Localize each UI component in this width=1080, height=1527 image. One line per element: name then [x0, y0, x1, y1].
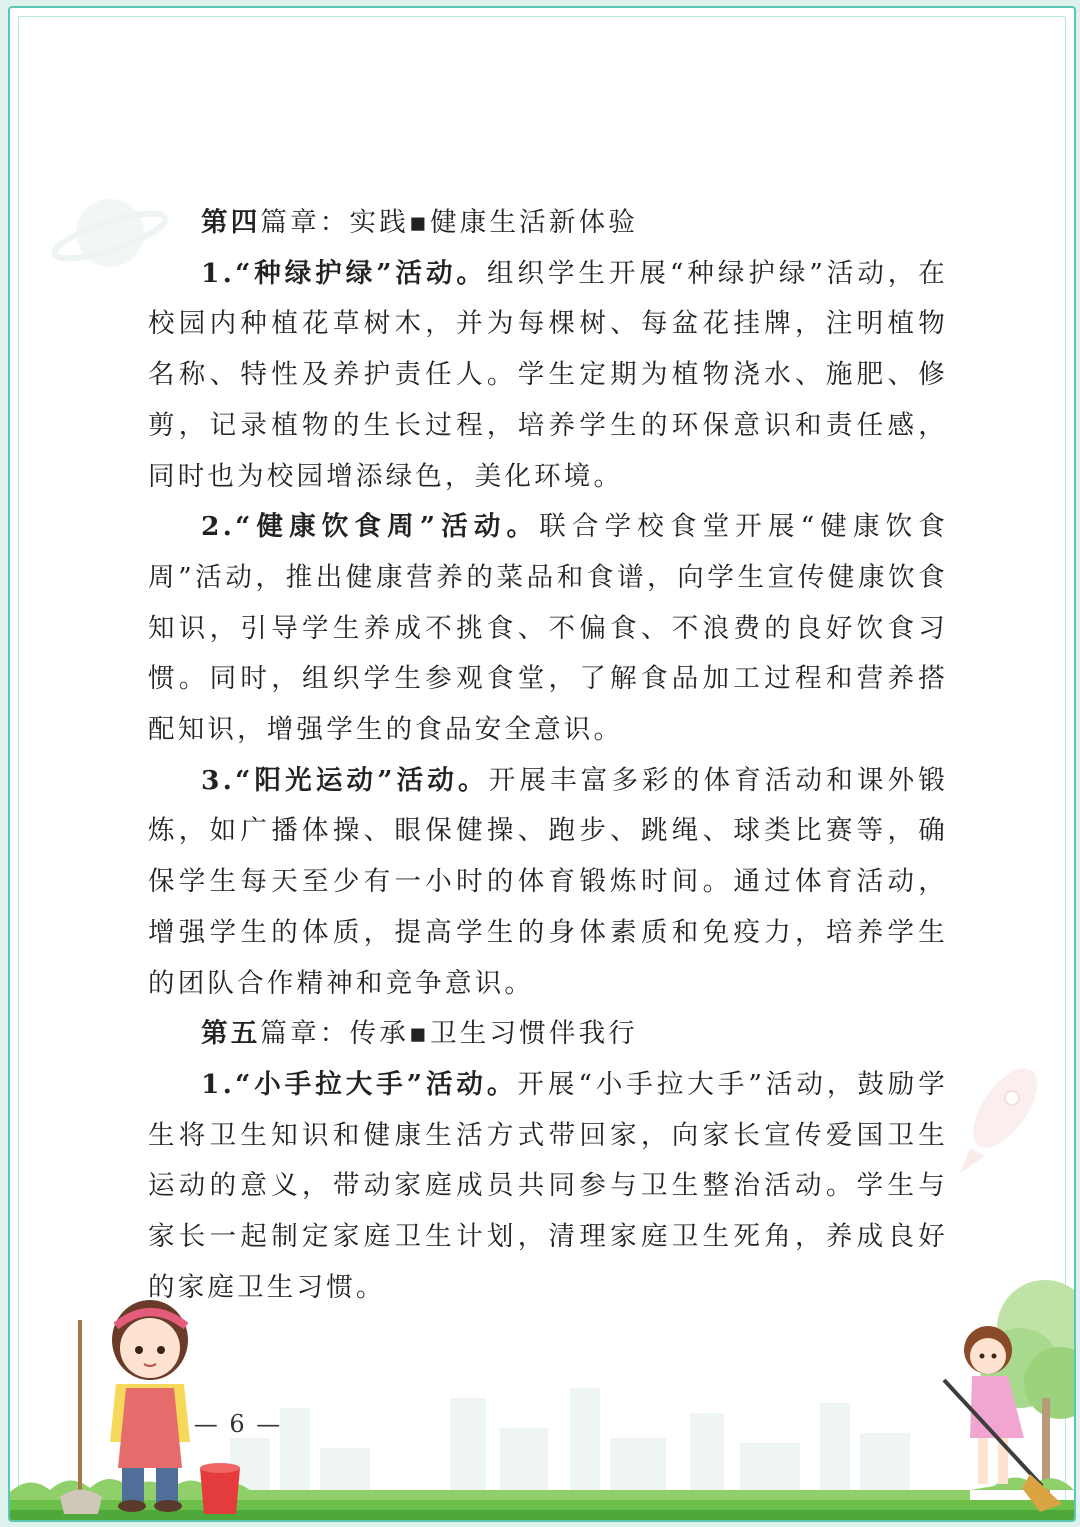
section-5-heading: 第五篇章：传承▪卫生习惯伴我行	[201, 1018, 638, 1050]
section-4-item-3: 3.“阳光运动”活动。开展丰富多彩的体育活动和课外锻炼，如广播体操、眼保健操、跑步、跳绳、球类比赛等，确保学生每天至少有一小时的体育锻炼时间。通过体育活动，增强学生的体质，提高学生的身体素质和免疫力，培养学生的团队合作精神和竞争意识。	[148, 764, 948, 999]
section-5-item-1: 1.“小手拉大手”活动。开展“小手拉大手”活动，鼓励学生将卫生知识和健康生活方式带回家，向家长宣传爱国卫生运动的意义，带动家庭成员共同参与卫生整治活动。学生与家长一起制定家庭卫生计划，清理家庭卫生死角，养成良好的家庭卫生习惯。	[148, 1068, 948, 1303]
document-page	[8, 6, 1076, 1522]
girl-sweeping-illustration	[930, 1318, 1070, 1518]
section-4-item-1: 1.“种绿护绿”活动。组织学生开展“种绿护绿”活动，在校园内种植花草树木，并为每棵树、每盆花挂牌，注明植物名称、特性及养护责任人。学生定期为植物浇水、施肥、修剪，记录植物的生长过程，培养学生的环保意识和责任感，同时也为校园增添绿色，美化环境。	[148, 257, 948, 492]
section-4-item-2: 2.“健康饮食周”活动。联合学校食堂开展“健康饮食周”活动，推出健康营养的菜品和食谱，向学生宣传健康饮食知识，引导学生养成不挑食、不偏食、不浪费的良好饮食习惯。同时，组织学生参观食堂，了解食品加工过程和营养搭配知识，增强学生的食品安全意识。	[148, 511, 948, 746]
page-number: — 6 —	[193, 1410, 283, 1438]
section-4-heading: 第四篇章：实践▪健康生活新体验	[201, 207, 638, 238]
document-body	[148, 198, 948, 1313]
rocket-decoration	[950, 1048, 1060, 1178]
girl-with-mop-illustration	[50, 1292, 250, 1522]
